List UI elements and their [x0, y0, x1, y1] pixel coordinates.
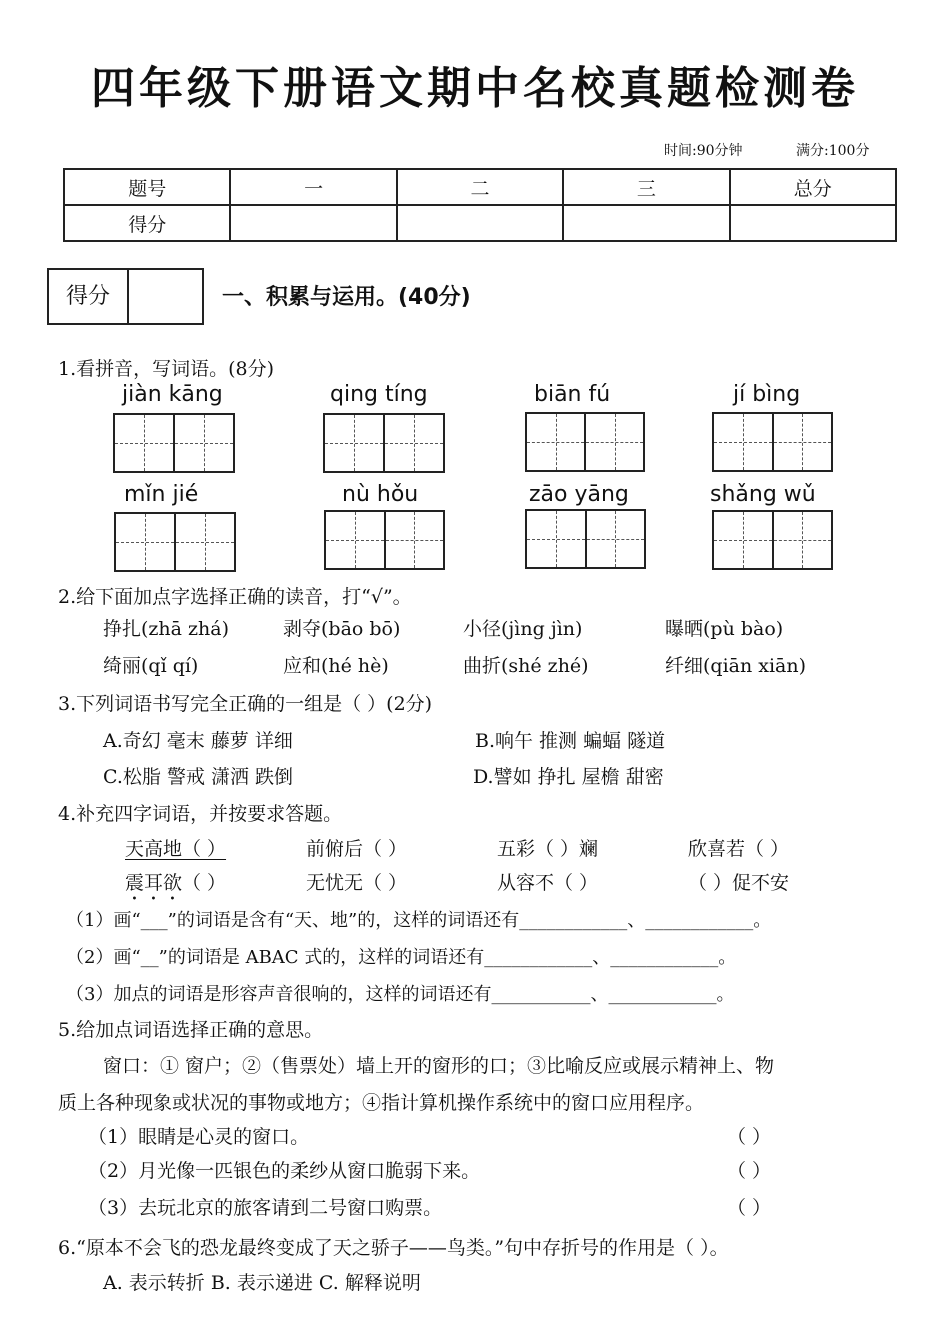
q4-sub2[interactable]: （2）画“__”的词语是 ABAC 式的，这样的词语还有____________、____________。	[66, 947, 737, 968]
table-row	[64, 169, 896, 205]
answer-blank[interactable]: （ ）	[727, 1197, 772, 1219]
q3-prompt: 3.下列词语书写完全正确的一组是（ ）(2分)	[58, 693, 433, 715]
reading-option[interactable]: 小径(jìng jìn)	[463, 618, 583, 640]
q3-option-d[interactable]: D.譬如 挣扎 屋檐 甜密	[473, 766, 664, 788]
table-cell: 得分	[64, 205, 230, 241]
q5-sentence: （2）月光像一匹银色的柔纱从窗口脆弱下来。	[88, 1160, 481, 1182]
writing-grid[interactable]	[324, 510, 445, 570]
pinyin-label: biān fú	[534, 382, 611, 407]
q3-option-b[interactable]: B.响午 推测 蝙蝠 隧道	[475, 730, 666, 752]
q4-sub3[interactable]: （3）加点的词语是形容声音很响的，这样的词语还有___________、____________。	[66, 984, 735, 1005]
pinyin-label: qing tíng	[330, 382, 428, 407]
score-table	[63, 168, 897, 242]
table-cell: 题号	[64, 169, 230, 205]
reading-option[interactable]: 纤细(qiān xiān)	[665, 655, 807, 677]
idiom-blank[interactable]: 五彩（ ）斓	[497, 838, 599, 860]
score-entry-cell[interactable]	[230, 205, 396, 241]
table-cell: 总分	[730, 169, 896, 205]
score-entry-cell[interactable]	[730, 205, 896, 241]
q6-options[interactable]: A. 表示转折 B. 表示递进 C. 解释说明	[103, 1272, 421, 1294]
table-cell: 二	[397, 169, 563, 205]
idiom-blank[interactable]: 无忧无（ ）	[306, 872, 408, 894]
reading-option[interactable]: 曲折(shé zhé)	[463, 655, 589, 677]
writing-grid[interactable]	[113, 413, 235, 473]
idiom-blank[interactable]: （ ）促不安	[688, 872, 790, 894]
q5-sentence: （3）去玩北京的旅客请到二号窗口购票。	[88, 1197, 443, 1219]
q5-prompt: 5.给加点词语选择正确的意思。	[58, 1019, 324, 1041]
q4-sub1[interactable]: （1）画“___”的词语是含有“天、地”的，这样的词语还有____________、____________。	[66, 910, 772, 931]
writing-grid[interactable]	[712, 412, 833, 472]
score-entry-cell[interactable]	[563, 205, 729, 241]
table-cell: 三	[563, 169, 729, 205]
answer-blank[interactable]: （ ）	[727, 1160, 772, 1182]
idiom-blank[interactable]: 欣喜若（ ）	[688, 838, 790, 860]
idiom-blank[interactable]: 天高地（ ）	[125, 838, 227, 860]
writing-grid[interactable]	[114, 512, 236, 572]
reading-option[interactable]: 应和(hé hè)	[283, 655, 389, 677]
pinyin-label: nù hǒu	[342, 482, 419, 507]
idiom-blank[interactable]: 前俯后（ ）	[306, 838, 408, 860]
q3-option-c[interactable]: C.松脂 警戒 潇洒 跌倒	[103, 766, 294, 788]
q3-option-a[interactable]: A.奇幻 毫末 藤萝 详细	[103, 730, 293, 752]
q5-sentence: （1）眼睛是心灵的窗口。	[88, 1126, 310, 1148]
section-title: 一、积累与运用。(40分)	[222, 285, 471, 310]
idiom-blank[interactable]: 震耳欲（ ）	[125, 872, 227, 894]
page-title: 四年级下册语文期中名校真题检测卷	[91, 63, 859, 114]
answer-blank[interactable]: （ ）	[727, 1126, 772, 1148]
section-score-box	[47, 268, 204, 325]
idiom-blank[interactable]: 从容不（ ）	[497, 872, 599, 894]
table-row	[64, 205, 896, 241]
writing-grid[interactable]	[712, 510, 833, 570]
exam-time: 时间:90分钟	[664, 143, 743, 159]
pinyin-label: shǎng wǔ	[710, 482, 816, 507]
q4-prompt: 4.补充四字词语，并按要求答题。	[58, 803, 343, 825]
reading-option[interactable]: 剥夺(bāo bō)	[283, 618, 401, 640]
definition-line: 质上各种现象或状况的事物或地方；④指计算机操作系统中的窗口应用程序。	[58, 1092, 705, 1114]
q1-prompt: 1.看拼音，写词语。(8分)	[58, 358, 275, 380]
full-score: 满分:100分	[796, 143, 870, 159]
writing-grid[interactable]	[525, 509, 646, 569]
q2-prompt: 2.给下面加点字选择正确的读音，打“√”。	[58, 586, 412, 608]
reading-option[interactable]: 绮丽(qǐ qí)	[103, 655, 199, 677]
writing-grid[interactable]	[323, 413, 445, 473]
pinyin-label: zāo yāng	[529, 482, 629, 507]
writing-grid[interactable]	[525, 412, 645, 472]
q6-prompt: 6.“原本不会飞的恐龙最终变成了天之骄子——鸟类。”句中存折号的作用是（ ）。	[58, 1237, 729, 1259]
reading-option[interactable]: 挣扎(zhā zhá)	[103, 618, 230, 640]
pinyin-label: jiàn kāng	[122, 382, 223, 407]
definition-line: 窗口：① 窗户；②（售票处）墙上开的窗形的口；③比喻反应或展示精神上、物	[103, 1055, 775, 1077]
reading-option[interactable]: 曝晒(pù bào)	[665, 618, 784, 640]
pinyin-label: jí bìng	[733, 382, 801, 407]
pinyin-label: mǐn jié	[124, 482, 199, 507]
table-cell: 一	[230, 169, 396, 205]
section-score-label: 得分	[49, 270, 129, 323]
score-entry-cell[interactable]	[397, 205, 563, 241]
